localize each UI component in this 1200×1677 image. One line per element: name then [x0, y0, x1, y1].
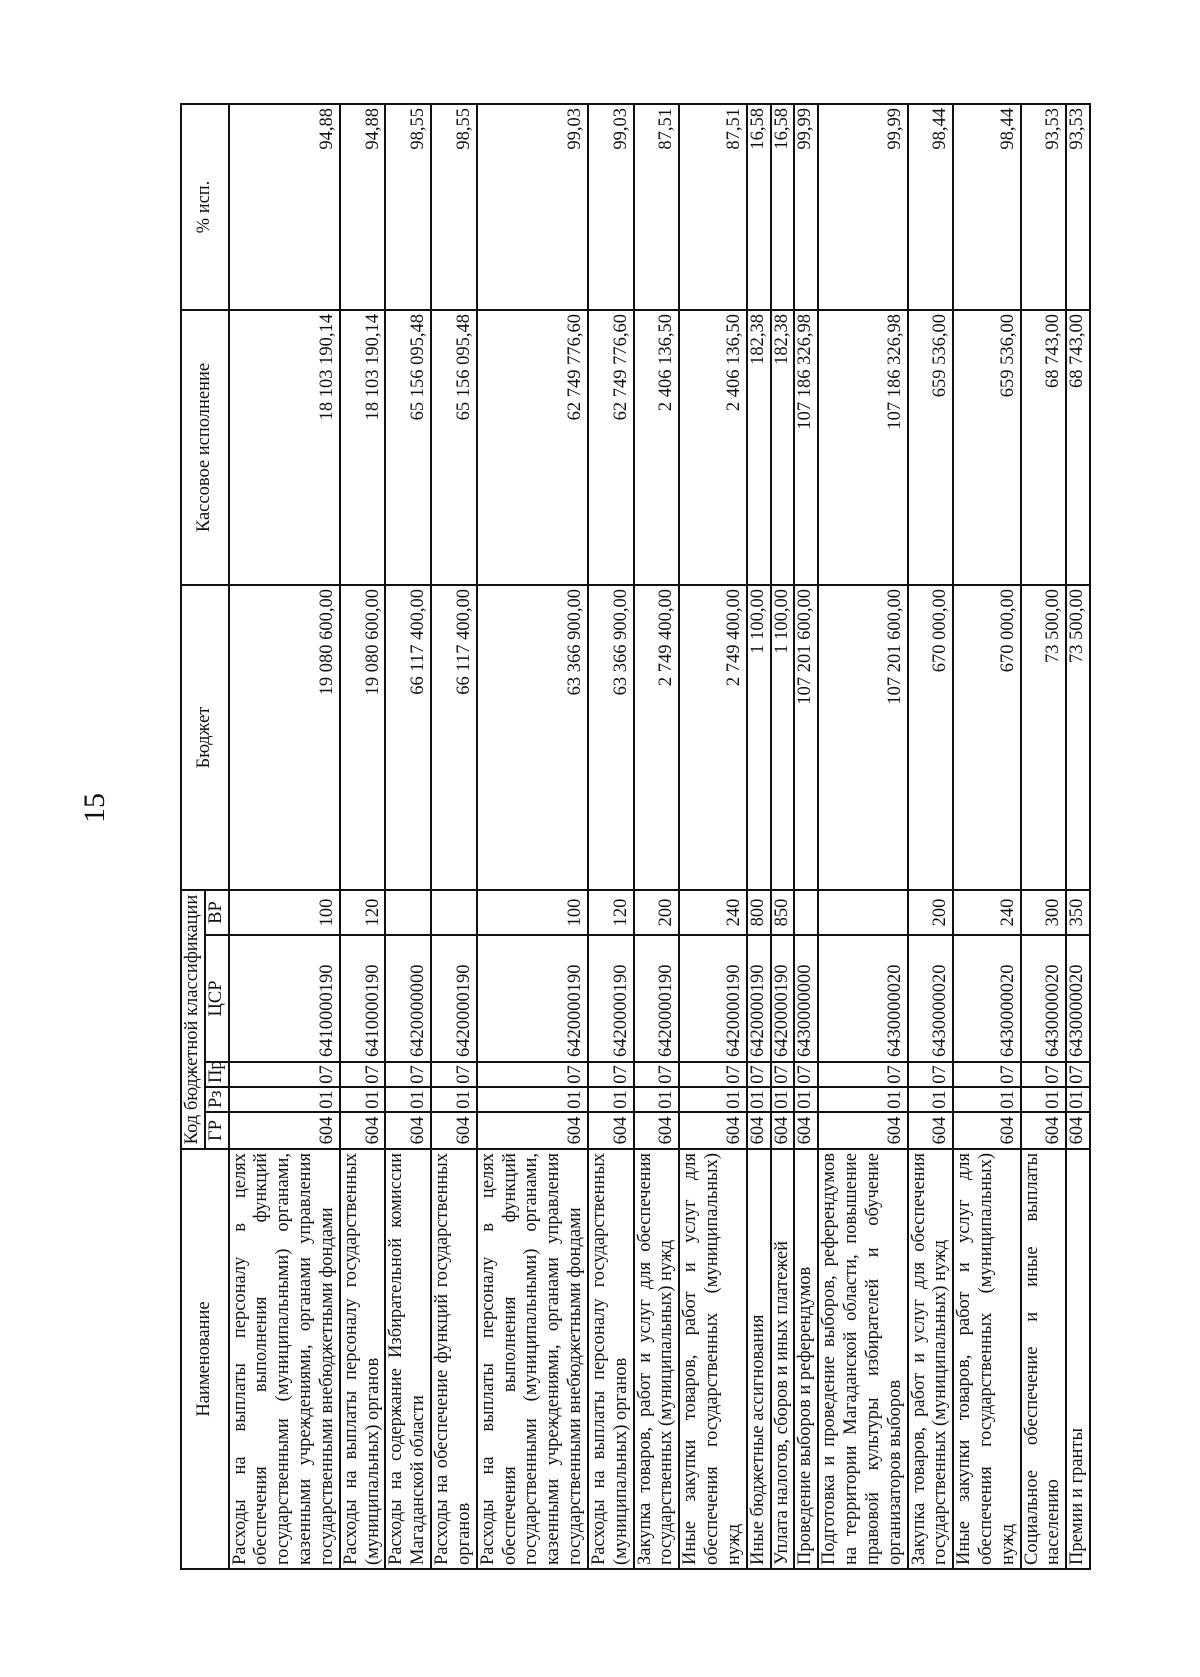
cell-vr: 200: [634, 890, 680, 935]
cell-name: Подготовка и проведение выборов, референдумов на территории Магаданской области, повышение правовой культуры избирателей и обучение организаторов выборов: [818, 1149, 907, 1569]
cell-pct: 98,55: [431, 104, 477, 310]
page-number: 15: [78, 793, 111, 823]
cell-vr: 850: [771, 890, 795, 935]
cell-cash: 182,38: [771, 310, 795, 585]
cell-pct: 94,88: [340, 104, 386, 310]
rotated-page-content: [180, 105, 1088, 1570]
table-row: [953, 104, 1020, 1569]
cell-cash: 107 186 326,98: [818, 310, 907, 585]
table-row: [340, 104, 386, 1569]
cell-pct: 99,03: [588, 104, 634, 310]
cell-gr: 604: [634, 1112, 680, 1149]
cell-gr: 604: [818, 1112, 907, 1149]
cell-csr: 6430000020: [818, 935, 907, 1062]
cell-pr: 07: [588, 1062, 634, 1087]
cell-gr: 604: [771, 1112, 795, 1149]
table-row: [1066, 104, 1090, 1569]
cell-csr: 6420000190: [679, 935, 746, 1062]
cell-gr: 604: [953, 1112, 1020, 1149]
table-row: [588, 104, 634, 1569]
cell-cash: 62 749 776,60: [477, 310, 588, 585]
table-row: [229, 104, 340, 1569]
cell-rz: 01: [771, 1087, 795, 1112]
cell-rz: 01: [953, 1087, 1020, 1112]
cell-gr: 604: [1021, 1112, 1067, 1149]
table-row: [747, 104, 771, 1569]
cell-pr: 07: [908, 1062, 954, 1087]
cell-gr: 604: [679, 1112, 746, 1149]
table-body: [229, 104, 1090, 1569]
cell-cash: 182,38: [747, 310, 771, 585]
cell-name: Расходы на обеспечение функций государственных органов: [431, 1149, 477, 1569]
cell-vr: 100: [229, 890, 340, 935]
cell-cash: 68 743,00: [1066, 310, 1090, 585]
cell-vr: [794, 890, 818, 935]
cell-gr: 604: [431, 1112, 477, 1149]
header-pct: % исп.: [181, 104, 229, 310]
cell-cash: 18 103 190,14: [229, 310, 340, 585]
cell-budget: 2 749 400,00: [679, 585, 746, 890]
cell-cash: 62 749 776,60: [588, 310, 634, 585]
header-code-group: Код бюджетной классификации: [181, 890, 205, 1149]
cell-csr: 6430000020: [1066, 935, 1090, 1062]
cell-csr: 6410000190: [340, 935, 386, 1062]
table-row: [908, 104, 954, 1569]
table-row: [679, 104, 746, 1569]
cell-pct: 98,44: [908, 104, 954, 310]
cell-rz: 01: [1021, 1087, 1067, 1112]
cell-cash: 659 536,00: [953, 310, 1020, 585]
cell-rz: 01: [1066, 1087, 1090, 1112]
cell-budget: 670 000,00: [908, 585, 954, 890]
cell-rz: 01: [818, 1087, 907, 1112]
cell-rz: 01: [794, 1087, 818, 1112]
cell-cash: 68 743,00: [1021, 310, 1067, 585]
cell-gr: 604: [747, 1112, 771, 1149]
cell-cash: 2 406 136,50: [679, 310, 746, 585]
cell-pct: 99,99: [818, 104, 907, 310]
cell-vr: [385, 890, 431, 935]
cell-csr: 6420000190: [771, 935, 795, 1062]
cell-name: Расходы на содержание Избирательной комиссии Магаданской области: [385, 1149, 431, 1569]
cell-name: Иные закупки товаров, работ и услуг для обеспечения государственных (муниципальных) нужд: [679, 1149, 746, 1569]
cell-name: Расходы на выплаты персоналу в целях обеспечения выполнения функций государственными (муниципальными) органами, казенными учреждениями, органами управления государственными внебюджетными фондами: [229, 1149, 340, 1569]
cell-budget: 1 100,00: [747, 585, 771, 890]
cell-csr: 6420000190: [431, 935, 477, 1062]
cell-gr: 604: [794, 1112, 818, 1149]
table-row: [634, 104, 680, 1569]
cell-budget: 19 080 600,00: [229, 585, 340, 890]
cell-rz: 01: [340, 1087, 386, 1112]
cell-pr: 07: [953, 1062, 1020, 1087]
header-rz: Рз: [205, 1087, 229, 1112]
cell-budget: 107 201 600,00: [818, 585, 907, 890]
header-name: Наименование: [181, 1149, 229, 1569]
cell-vr: 240: [953, 890, 1020, 935]
cell-pr: 07: [229, 1062, 340, 1087]
cell-csr: 6430000020: [908, 935, 954, 1062]
cell-cash: 65 156 095,48: [431, 310, 477, 585]
table-row: [477, 104, 588, 1569]
header-pr: Пр: [205, 1062, 229, 1087]
cell-name: Социальное обеспечение и иные выплаты населению: [1021, 1149, 1067, 1569]
cell-name: Расходы на выплаты персоналу государственных (муниципальных) органов: [588, 1149, 634, 1569]
header-cash: Кассовое исполнение: [181, 310, 229, 585]
header-budget: Бюджет: [181, 585, 229, 890]
cell-csr: 6420000190: [588, 935, 634, 1062]
cell-pr: 07: [679, 1062, 746, 1087]
cell-gr: 604: [340, 1112, 386, 1149]
cell-rz: 01: [477, 1087, 588, 1112]
cell-name: Уплата налогов, сборов и иных платежей: [771, 1149, 795, 1569]
table-row: [385, 104, 431, 1569]
cell-budget: 73 500,00: [1021, 585, 1067, 890]
cell-name: Расходы на выплаты персоналу государственных (муниципальных) органов: [340, 1149, 386, 1569]
cell-cash: 659 536,00: [908, 310, 954, 585]
cell-budget: 63 366 900,00: [588, 585, 634, 890]
cell-pct: 87,51: [634, 104, 680, 310]
cell-vr: 800: [747, 890, 771, 935]
cell-rz: 01: [908, 1087, 954, 1112]
cell-pr: 07: [1066, 1062, 1090, 1087]
cell-rz: 01: [634, 1087, 680, 1112]
cell-name: Проведение выборов и референдумов: [794, 1149, 818, 1569]
cell-rz: 01: [679, 1087, 746, 1112]
cell-csr: 6430000020: [1021, 935, 1067, 1062]
cell-name: Премии и гранты: [1066, 1149, 1090, 1569]
cell-pct: 93,53: [1066, 104, 1090, 310]
cell-vr: [818, 890, 907, 935]
cell-csr: 6420000190: [634, 935, 680, 1062]
cell-budget: 2 749 400,00: [634, 585, 680, 890]
header-row-1: [181, 104, 205, 1569]
cell-cash: 18 103 190,14: [340, 310, 386, 585]
cell-rz: 01: [747, 1087, 771, 1112]
cell-pct: 99,99: [794, 104, 818, 310]
cell-rz: 01: [588, 1087, 634, 1112]
cell-pct: 98,44: [953, 104, 1020, 310]
cell-cash: 2 406 136,50: [634, 310, 680, 585]
cell-rz: 01: [431, 1087, 477, 1112]
table-row: [771, 104, 795, 1569]
cell-budget: 63 366 900,00: [477, 585, 588, 890]
cell-pr: 07: [747, 1062, 771, 1087]
cell-gr: 604: [385, 1112, 431, 1149]
cell-csr: 6430000000: [794, 935, 818, 1062]
table-row: [794, 104, 818, 1569]
table-row: [1021, 104, 1067, 1569]
cell-csr: 6420000190: [477, 935, 588, 1062]
cell-vr: 100: [477, 890, 588, 935]
cell-cash: 65 156 095,48: [385, 310, 431, 585]
cell-vr: 200: [908, 890, 954, 935]
cell-budget: 73 500,00: [1066, 585, 1090, 890]
cell-pr: 07: [634, 1062, 680, 1087]
cell-pr: 07: [818, 1062, 907, 1087]
cell-name: Иные бюджетные ассигнования: [747, 1149, 771, 1569]
cell-rz: 01: [385, 1087, 431, 1112]
cell-pct: 16,58: [771, 104, 795, 310]
cell-budget: 19 080 600,00: [340, 585, 386, 890]
cell-budget: 107 201 600,00: [794, 585, 818, 890]
cell-budget: 66 117 400,00: [431, 585, 477, 890]
cell-cash: 107 186 326,98: [794, 310, 818, 585]
header-csr: ЦСР: [205, 935, 229, 1062]
budget-table: [180, 103, 1091, 1570]
cell-pr: 07: [477, 1062, 588, 1087]
cell-vr: 120: [588, 890, 634, 935]
cell-vr: 350: [1066, 890, 1090, 935]
cell-name: Закупка товаров, работ и услуг для обеспечения государственных (муниципальных) нужд: [908, 1149, 954, 1569]
cell-csr: 6410000190: [229, 935, 340, 1062]
cell-vr: 300: [1021, 890, 1067, 935]
cell-vr: 240: [679, 890, 746, 935]
cell-gr: 604: [477, 1112, 588, 1149]
cell-name: Закупка товаров, работ и услуг для обеспечения государственных (муниципальных) нужд: [634, 1149, 680, 1569]
cell-vr: [431, 890, 477, 935]
cell-pct: 16,58: [747, 104, 771, 310]
cell-pr: 07: [771, 1062, 795, 1087]
cell-csr: 6420000000: [385, 935, 431, 1062]
cell-pr: 07: [340, 1062, 386, 1087]
cell-vr: 120: [340, 890, 386, 935]
cell-pct: 93,53: [1021, 104, 1067, 310]
cell-name: Расходы на выплаты персоналу в целях обеспечения выполнения функций государственными (муниципальными) органами, казенными учреждениями, органами управления государственными внебюджетными фондами: [477, 1149, 588, 1569]
table-row: [818, 104, 907, 1569]
cell-gr: 604: [588, 1112, 634, 1149]
cell-budget: 670 000,00: [953, 585, 1020, 890]
cell-budget: 1 100,00: [771, 585, 795, 890]
cell-pr: 07: [385, 1062, 431, 1087]
header-gr: ГР: [205, 1112, 229, 1149]
cell-pr: 07: [1021, 1062, 1067, 1087]
cell-pct: 87,51: [679, 104, 746, 310]
cell-gr: 604: [1066, 1112, 1090, 1149]
cell-csr: 6420000190: [747, 935, 771, 1062]
cell-gr: 604: [908, 1112, 954, 1149]
cell-csr: 6430000020: [953, 935, 1020, 1062]
cell-pr: 07: [431, 1062, 477, 1087]
cell-name: Иные закупки товаров, работ и услуг для обеспечения государственных (муниципальных) нужд: [953, 1149, 1020, 1569]
table-row: [431, 104, 477, 1569]
header-vr: ВР: [205, 890, 229, 935]
cell-rz: 01: [229, 1087, 340, 1112]
cell-pct: 94,88: [229, 104, 340, 310]
cell-budget: 66 117 400,00: [385, 585, 431, 890]
cell-pct: 98,55: [385, 104, 431, 310]
cell-pct: 99,03: [477, 104, 588, 310]
cell-gr: 604: [229, 1112, 340, 1149]
cell-pr: 07: [794, 1062, 818, 1087]
